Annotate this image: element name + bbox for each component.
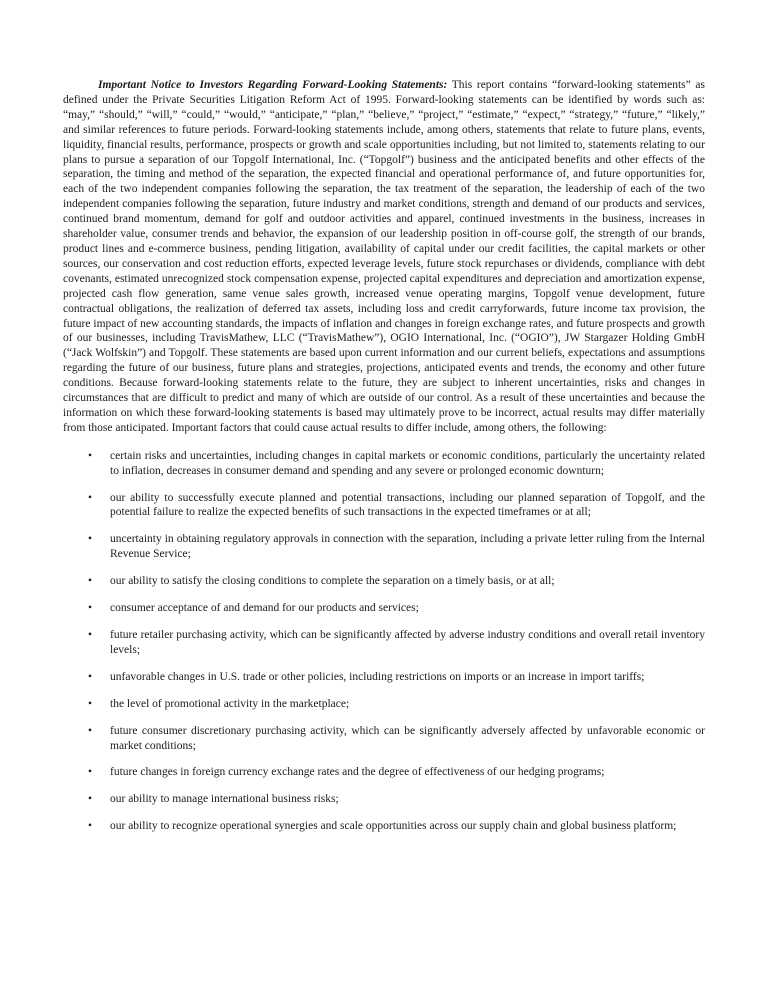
bullet-text: future consumer discretionary purchasing activity, which can be significantly adversely affected by unfavorable economic or market conditions; bbox=[110, 724, 705, 752]
bullet-text: our ability to successfully execute planned and potential transactions, including our planned separation of Topgolf, and the potential failure to realize the expected benefits of such transactions in the expected timeframes or at all; bbox=[110, 491, 705, 519]
bullet-text: certain risks and uncertainties, including changes in capital markets or economic conditions, particularly the uncertainty related to inflation, decreases in consumer demand and spending and any severe or prolonged economic downturn; bbox=[110, 449, 705, 477]
bullet-icon: • bbox=[88, 793, 93, 806]
bullet-text: consumer acceptance of and demand for our products and services; bbox=[110, 602, 419, 615]
bullet-icon: • bbox=[88, 697, 93, 710]
bullet-text: the level of promotional activity in the marketplace; bbox=[110, 697, 350, 710]
bullet-text: unfavorable changes in U.S. trade or other policies, including restrictions on imports or an increase in import tariffs; bbox=[110, 670, 645, 683]
bullet-icon: • bbox=[88, 575, 93, 588]
bullet-icon: • bbox=[88, 491, 93, 504]
bullet-text: future retailer purchasing activity, which can be significantly affected by adverse industry conditions and overall retail inventory levels; bbox=[110, 629, 705, 656]
list-item bbox=[63, 792, 705, 807]
risk-factor-list bbox=[63, 449, 705, 834]
intro-paragraph bbox=[63, 78, 705, 436]
bullet-icon: • bbox=[88, 629, 93, 641]
bullet-icon: • bbox=[88, 766, 93, 779]
list-item bbox=[63, 697, 705, 712]
list-item bbox=[63, 765, 705, 780]
bullet-text: our ability to satisfy the closing conditions to complete the separation on a timely basis, or at all; bbox=[110, 575, 555, 588]
list-item bbox=[63, 532, 705, 562]
intro-lead-heading: Important Notice to Investors Regarding Forward-Looking Statements: bbox=[98, 79, 448, 91]
bullet-text: our ability to manage international business risks; bbox=[110, 793, 339, 806]
list-item bbox=[63, 491, 705, 521]
bullet-icon: • bbox=[88, 533, 93, 546]
bullet-icon: • bbox=[88, 724, 93, 737]
bullet-text: our ability to recognize operational synergies and scale opportunities across our supply chain and global business platform; bbox=[110, 820, 677, 833]
list-item bbox=[63, 628, 705, 658]
list-item bbox=[63, 670, 705, 685]
list-item bbox=[63, 601, 705, 616]
bullet-icon: • bbox=[88, 449, 93, 462]
list-item bbox=[63, 574, 705, 589]
list-item bbox=[63, 819, 705, 834]
list-item bbox=[63, 724, 705, 754]
bullet-icon: • bbox=[88, 602, 93, 615]
intro-body-text: This report contains “forward-looking statements” as defined under the Private Securities Litigation Reform Act of 1995. Forward-looking statements can be identified by words such as: “may,” “should,” “will,” “could,” “would,” “anticipate,” “plan,” “believe,” “project,” “estimate,” “expect,” “strategy,” “future,” “likely,” and similar references to future periods. Forward-looking statements include, among others, statements that relate to future plans, events, liquidity, financial results, performance, prospects or growth and scale opportunities including, but not limited to, statements relating to our plans to pursue a separation of our Topgolf International, Inc. (“Topgolf”) business and the anticipated benefits and other effects of the separation, the timing and method of the separation, the expected financial and operational performance of, and future opportunities for, each of the two independent companies following the separation, the tax treatment of the separation, the leadership of each of the two independent companies following the separation, future industry and market conditions, strength and demand of our products and services, continued brand momentum, demand for golf and outdoor activities and apparel, continued investments in the business, increases in shareholder value, consumer trends and behavior, the expansion of our leadership position in off-course golf, the strength of our brands, product lines and e-commerce business, pending litigation, availability of capital under our credit facilities, the capital markets or other sources, our conservation and cost reduction efforts, expected leverage levels, future stock repurchases or dividends, compliance with debt covenants, estimated unrecognized stock compensation expense, projected capital expenditures and depreciation and amortization expense, projected cash flow generation, same venue sales growth, increased venue operating margins, Topgolf venue development, future contractual obligations, the realization of deferred tax assets, including loss and credit carryforwards, future income tax provision, the future impact of new accounting standards, the impacts of inflation and changes in foreign exchange rates, and future prospects and growth of our businesses, including TravisMathew, LLC (“TravisMathew”), OGIO International, Inc. (“OGIO”), JW Stargazer Holding GmbH (“Jack Wolfskin”) and Topgolf. These statements are based upon current information and our current beliefs, expectations and assumptions regarding the future of our business, future plans and strategies, projections, anticipated events and trends, the economy and other future conditions. Because forward-looking statements relate to the future, they are subject to inherent uncertainties, risks and changes in circumstances that are difficult to predict and many of which are outside of our control. As a result of these uncertainties and because the information on which these forward-looking statements is based may ultimately prove to be incorrect, actual results may differ materially from those anticipated. Important factors that could cause actual results to differ include, among others, the following: bbox=[63, 79, 705, 434]
bullet-icon: • bbox=[88, 670, 93, 683]
list-item bbox=[63, 449, 705, 479]
bullet-icon: • bbox=[88, 820, 93, 833]
bullet-text: uncertainty in obtaining regulatory approvals in connection with the separation, including a private letter ruling from the Internal Revenue Service; bbox=[110, 533, 705, 561]
bullet-text: future changes in foreign currency exchange rates and the degree of effectiveness of our hedging programs; bbox=[110, 766, 605, 779]
